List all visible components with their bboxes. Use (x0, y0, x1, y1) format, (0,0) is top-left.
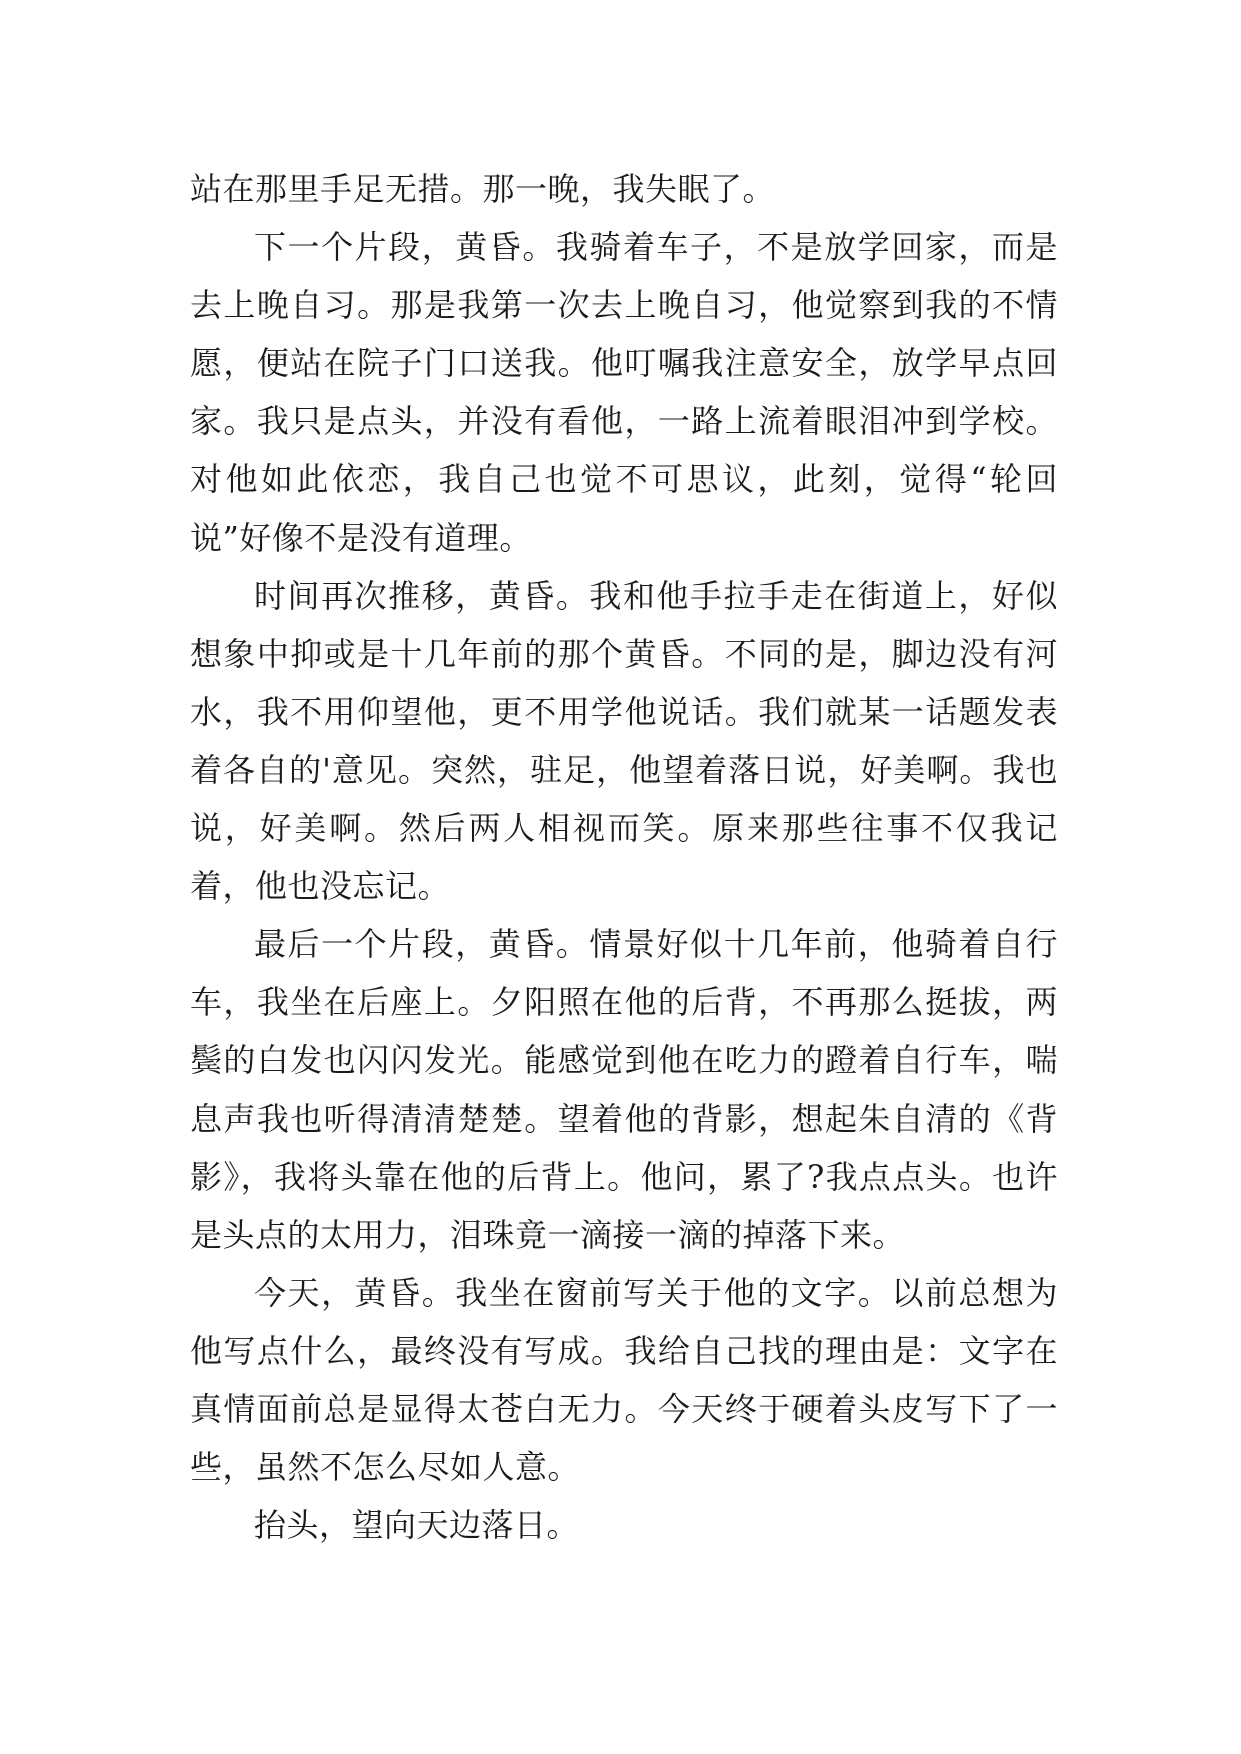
paragraph: 下一个片段，黄昏。我骑着车子，不是放学回家，而是去上晚自习。那是我第一次去上晚自习，他觉察到我的不情愿，便站在院子门口送我。他叮嘱我注意安全，放学早点回家。我只是点头，并没有看他，一路上流着眼泪冲到学校。对他如此依恋，我自己也觉不可思议，此刻，觉得“轮回说”好像不是没有道理。 (190, 228, 1058, 557)
paragraph: 抬头，望向天边落日。 (254, 1506, 580, 1545)
paragraph: 今天，黄昏。我坐在窗前写关于他的文字。以前总想为他写点什么，最终没有写成。我给自己找的理由是：文字在真情面前总是显得太苍白无力。今天终于硬着头皮写下了一些，虽然不怎么尽如人意。 (190, 1273, 1058, 1487)
document-body (190, 160, 1058, 1554)
paragraph: 最后一个片段，黄昏。情景好似十几年前，他骑着自行车，我坐在后座上。夕阳照在他的后背，不再那么挺拔，两鬓的白发也闪闪发光。能感觉到他在吃力的蹬着自行车，喘息声我也听得清清楚楚。望着他的背影，想起朱自清的《背影》，我将头靠在他的后背上。他问，累了?我点点头。也许是头点的太用力，泪珠竟一滴接一滴的掉落下来。 (190, 925, 1058, 1254)
paragraph: 时间再次推移，黄昏。我和他手拉手走在街道上，好似想象中抑或是十几年前的那个黄昏。不同的是，脚边没有河水，我不用仰望他，更不用学他说话。我们就某一话题发表着各自的'意见。突然，驻足，他望着落日说，好美啊。我也说，好美啊。然后两人相视而笑。原来那些往事不仅我记着，他也没忘记。 (190, 576, 1058, 906)
paragraph-continuation: 站在那里手足无措。那一晚，我失眠了。 (190, 170, 776, 208)
